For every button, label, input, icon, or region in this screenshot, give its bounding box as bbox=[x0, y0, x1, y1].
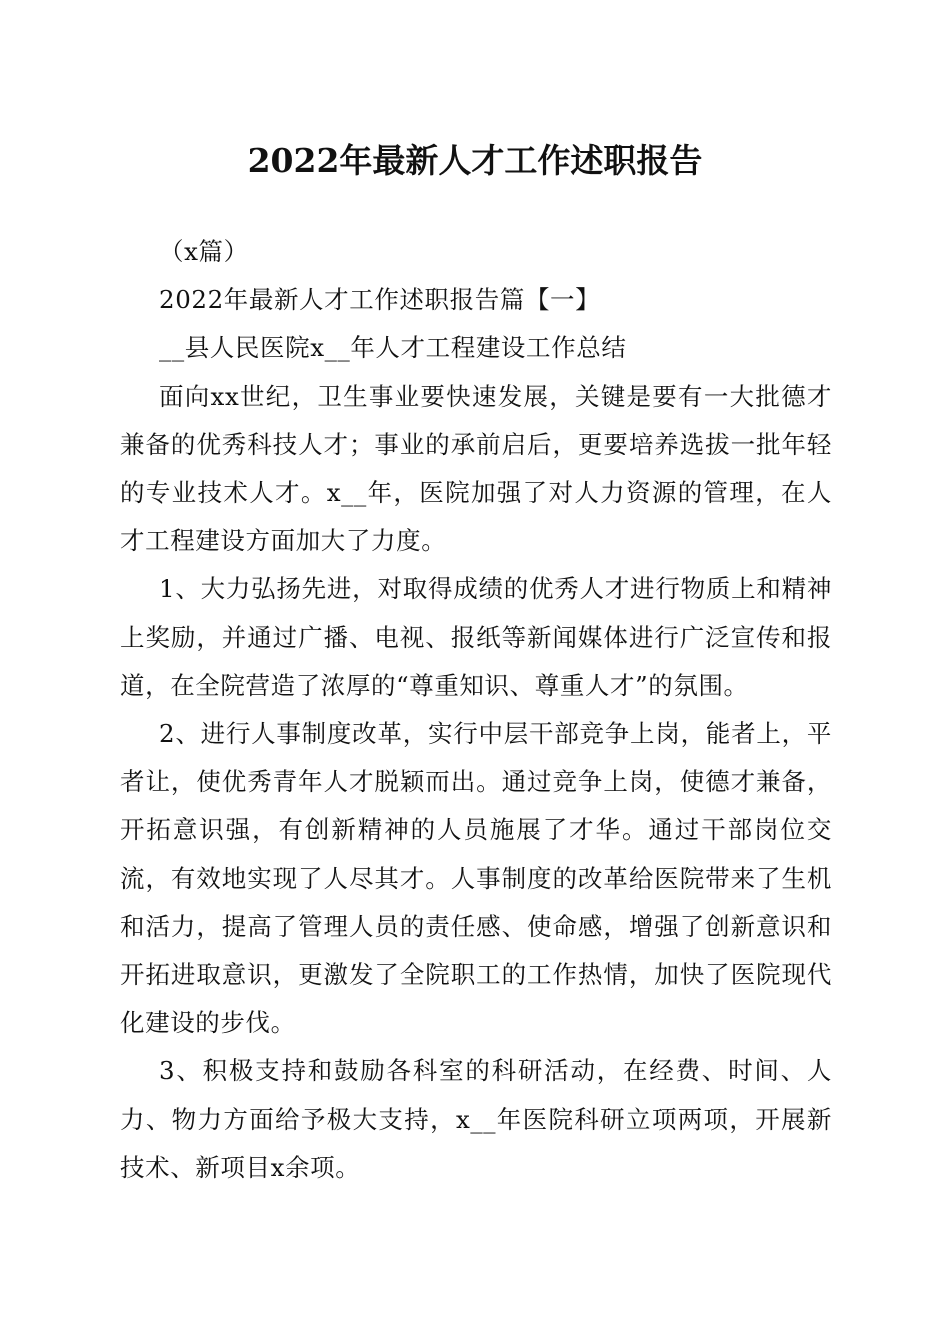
document-body bbox=[120, 228, 832, 1192]
paragraph-count-note: （x篇） bbox=[159, 237, 249, 266]
paragraph-intro: 面向xx世纪，卫生事业要快速发展，关键是要有一大批德才兼备的优秀科技人才；事业的承前启后，更要培养选拔一批年轻的专业技术人才。x__年，医院加强了对人力资源的管理，在人才工程建设方面加大了力度。 bbox=[120, 381, 832, 556]
paragraph-item-3: 3、积极支持和鼓励各科室的科研活动，在经费、时间、人力、物力方面给予极大支持，x__年医院科研立项两项，开展新技术、新项目x余项。 bbox=[120, 1056, 832, 1182]
report-subtitle: __县人民医院x__年人才工程建设工作总结 bbox=[159, 333, 627, 363]
section-heading: 2022年最新人才工作述职报告篇【一】 bbox=[159, 285, 601, 315]
document-title: 2022年最新人才工作述职报告 bbox=[247, 141, 703, 180]
paragraph-item-1: 1、大力弘扬先进，对取得成绩的优秀人才进行物质上和精神上奖励，并通过广播、电视、报纸等新闻媒体进行广泛宣传和报道，在全院营造了浓厚的“尊重知识、尊重人才”的氛围。 bbox=[120, 574, 832, 700]
paragraph-item-2: 2、进行人事制度改革，实行中层干部竞争上岗，能者上，平者让，使优秀青年人才脱颖而出。通过竞争上岗，使德才兼备，开拓意识强，有创新精神的人员施展了才华。通过干部岗位交流，有效地实现了人尽其才。人事制度的改革给医院带来了生机和活力，提高了管理人员的责任感、使命感，增强了创新意识和开拓进取意识，更激发了全院职工的工作热情，加快了医院现代化建设的步伐。 bbox=[120, 719, 832, 1038]
